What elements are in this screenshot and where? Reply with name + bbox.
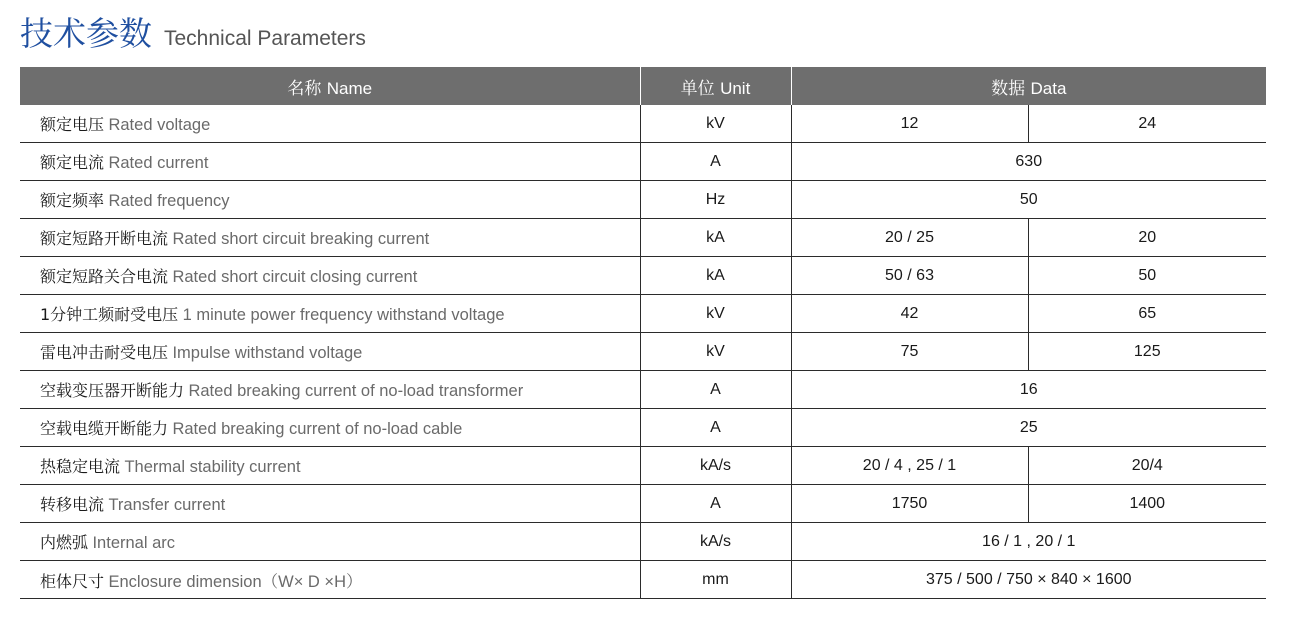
param-name-cn: 空载电缆开断能力 [40, 419, 169, 438]
param-value-12kv: 20 / 25 [791, 219, 1028, 257]
param-name-en: Rated current [108, 154, 209, 172]
param-unit: kA/s [640, 447, 791, 485]
param-unit: Hz [640, 181, 791, 219]
param-unit: A [640, 371, 791, 409]
param-unit: mm [640, 561, 791, 599]
param-unit: kV [640, 105, 791, 143]
param-name-en: 1 minute power frequency withstand voltage [182, 306, 505, 324]
param-name-en: Rated frequency [108, 192, 230, 210]
param-name-cell [20, 409, 640, 447]
param-name-en: Rated breaking current of no-load cable [172, 420, 463, 438]
param-value: 16 / 1 , 20 / 1 [791, 523, 1266, 561]
table-row [20, 257, 1266, 295]
table-header-row [20, 67, 1266, 105]
param-value-12kv: 1750 [791, 485, 1028, 523]
param-name-en: Enclosure dimension（W× D ×H） [108, 572, 363, 591]
param-value-12kv: 50 / 63 [791, 257, 1028, 295]
table-row [20, 333, 1266, 371]
param-name-cn: 额定电压 [40, 115, 105, 134]
param-value-12kv: 20 / 4 , 25 / 1 [791, 447, 1028, 485]
param-name-cell [20, 181, 640, 219]
param-name-en: Transfer current [108, 496, 226, 514]
page-title-cn: 技术参数 [20, 14, 152, 53]
page-title-en: Technical Parameters [164, 27, 366, 50]
param-name-cn: 雷电冲击耐受电压 [40, 343, 169, 362]
param-value-24kv: 24 [1028, 105, 1266, 143]
param-value: 375 / 500 / 750 × 840 × 1600 [791, 561, 1266, 599]
param-value-24kv: 50 [1028, 257, 1266, 295]
param-value: 630 [791, 143, 1266, 181]
header-name [20, 67, 640, 105]
param-value-24kv: 125 [1028, 333, 1266, 371]
param-unit: kV [640, 333, 791, 371]
param-name-cn: 额定电流 [40, 153, 105, 172]
param-unit: kA/s [640, 523, 791, 561]
param-value: 50 [791, 181, 1266, 219]
table-row [20, 447, 1266, 485]
table-row [20, 523, 1266, 561]
param-name-cell [20, 257, 640, 295]
header-name-cn: 名称 [287, 78, 322, 99]
param-name-cn: 额定短路开断电流 [40, 229, 169, 248]
header-data [791, 67, 1266, 105]
param-name-cell [20, 485, 640, 523]
table-row [20, 485, 1266, 523]
param-unit: kV [640, 295, 791, 333]
param-unit: A [640, 485, 791, 523]
param-name-en: Impulse withstand voltage [172, 344, 363, 362]
param-unit: kA [640, 219, 791, 257]
param-name-cell [20, 333, 640, 371]
param-name-cell [20, 447, 640, 485]
param-name-en: Internal arc [92, 534, 176, 552]
param-value-12kv: 75 [791, 333, 1028, 371]
param-value-12kv: 12 [791, 105, 1028, 143]
param-value-12kv: 42 [791, 295, 1028, 333]
header-unit-cn: 单位 [680, 78, 715, 99]
param-name-cell [20, 295, 640, 333]
param-value-24kv: 20 [1028, 219, 1266, 257]
param-name-en: Thermal stability current [124, 458, 301, 476]
param-value-24kv: 65 [1028, 295, 1266, 333]
param-name-cell [20, 143, 640, 181]
param-name-cn: 1分钟工频耐受电压 [40, 305, 179, 324]
table-row [20, 295, 1266, 333]
param-name-cn: 额定短路关合电流 [40, 267, 169, 286]
param-unit: A [640, 409, 791, 447]
header-name-en: Name [326, 78, 373, 98]
table-row [20, 105, 1266, 143]
table-row [20, 181, 1266, 219]
param-name-en: Rated short circuit closing current [172, 268, 418, 286]
technical-parameters-table [20, 67, 1266, 599]
param-name-cell [20, 105, 640, 143]
param-name-cell [20, 371, 640, 409]
param-value-24kv: 20/4 [1028, 447, 1266, 485]
param-name-cell [20, 219, 640, 257]
param-name-cn: 内燃弧 [40, 533, 89, 552]
page-title [20, 8, 366, 54]
param-value-24kv: 1400 [1028, 485, 1266, 523]
header-data-cn: 数据 [991, 78, 1026, 99]
header-data-en: Data [1030, 78, 1067, 98]
table-row [20, 143, 1266, 181]
header-unit-en: Unit [720, 78, 751, 98]
param-name-en: Rated voltage [108, 116, 211, 134]
table-row [20, 219, 1266, 257]
param-name-en: Rated short circuit breaking current [172, 230, 430, 248]
param-name-en: Rated breaking current of no-load transformer [188, 382, 524, 400]
table-row [20, 409, 1266, 447]
param-value: 25 [791, 409, 1266, 447]
param-value: 16 [791, 371, 1266, 409]
param-name-cn: 转移电流 [40, 495, 105, 514]
header-unit [640, 67, 791, 105]
table-row [20, 561, 1266, 599]
param-name-cn: 空载变压器开断能力 [40, 381, 185, 400]
param-name-cn: 热稳定电流 [40, 457, 121, 476]
table-row [20, 371, 1266, 409]
param-name-cell [20, 523, 640, 561]
param-unit: kA [640, 257, 791, 295]
param-name-cell [20, 561, 640, 599]
param-name-cn: 额定频率 [40, 191, 105, 210]
param-name-cn: 柜体尺寸 [40, 571, 105, 591]
param-unit: A [640, 143, 791, 181]
